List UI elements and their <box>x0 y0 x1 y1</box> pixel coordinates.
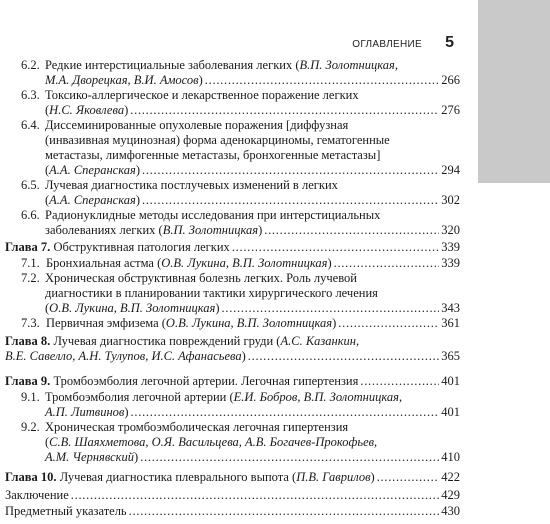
entry-number: 7.3. <box>21 316 40 330</box>
entry-title: Предметный указатель <box>5 504 127 518</box>
entry-authors: О.В. Лукина, В.П. Золотницкая <box>161 256 328 270</box>
entry-paren: ) <box>258 223 263 237</box>
dot-leader <box>130 102 439 118</box>
entry-page: 320 <box>441 223 460 237</box>
toc-entry-6-4-line3 <box>45 147 380 163</box>
dot-leader <box>232 239 439 255</box>
toc-chapter-10[interactable] <box>5 469 460 485</box>
entry-authors: А.М. Чернявский <box>45 450 135 464</box>
dot-leader <box>129 503 440 519</box>
entry-authors: М.А. Дворецкая, В.И. Амосов <box>45 73 199 87</box>
entry-paren: ) <box>215 301 220 315</box>
entry-page: 302 <box>441 193 460 207</box>
entry-page: 339 <box>441 240 460 254</box>
dot-leader <box>338 315 439 331</box>
dot-leader <box>142 192 439 208</box>
running-head-title: ОГЛАВЛЕНИЕ <box>352 39 422 50</box>
entry-title: Хроническая обструктивная болезнь легких. Роль лучевой <box>45 271 357 285</box>
entry-page: 365 <box>441 349 460 363</box>
chapter-label: Глава 8. <box>5 334 51 348</box>
toc-conclusion[interactable] <box>5 487 460 503</box>
entry-title: Редкие интерстициальные заболевания легких ( <box>45 58 300 72</box>
entry-number: 6.3. <box>21 88 40 102</box>
entry-page: 294 <box>441 163 460 177</box>
entry-title: Диссеминированные опухолевые поражения [диффузная <box>45 118 349 132</box>
entry-paren: ) <box>332 316 337 330</box>
entry-authors: С.В. Шаяхметова, О.Я. Васильцева, А.В. Богачев-Прокофьев, <box>49 435 378 449</box>
toc-entry-7-2[interactable] <box>21 270 460 286</box>
toc-entry-6-3-cont[interactable] <box>45 102 460 118</box>
entry-title-cont: (инвазивная муцинозная) форма аденокарциномы, гематогенные <box>45 133 390 147</box>
entry-title: Первичная эмфизема ( <box>46 316 166 330</box>
toc-entry-6-6-cont[interactable] <box>45 222 460 238</box>
entry-number: 6.5. <box>21 178 40 192</box>
entry-number: 9.2. <box>21 420 40 434</box>
entry-page: 410 <box>441 450 460 464</box>
entry-number: 6.2. <box>21 58 40 72</box>
entry-number: 9.1. <box>21 390 40 404</box>
entry-title: Хроническая тромбоэмболическая легочная гипертензия <box>45 420 349 434</box>
dot-leader <box>334 255 440 271</box>
entry-page: 276 <box>441 103 460 117</box>
toc-entry-7-1[interactable] <box>21 255 460 271</box>
entry-paren: ( <box>45 435 50 449</box>
entry-title: Радионуклидные методы исследования при интерстициальных <box>45 208 381 222</box>
entry-title-cont: метастазы, лимфогенные метастазы, бронхогенные метастазы] <box>45 148 381 162</box>
entry-page: 401 <box>441 405 460 419</box>
entry-paren: ) <box>124 103 129 117</box>
dot-leader <box>140 449 439 465</box>
entry-paren: ) <box>124 405 129 419</box>
entry-paren: ) <box>134 450 139 464</box>
page-number: 5 <box>445 34 454 51</box>
entry-number: 6.6. <box>21 208 40 222</box>
entry-page: 266 <box>441 73 460 87</box>
entry-title-cont: диагностики в планировании тактики хирургического лечения <box>45 286 378 300</box>
entry-title: Тромбоэмболия легочной артерии ( <box>45 390 234 404</box>
side-tab <box>478 0 550 183</box>
entry-paren: ( <box>45 103 50 117</box>
dot-leader <box>142 162 439 178</box>
toc-entry-6-4-cont[interactable] <box>45 162 460 178</box>
toc-chapter-8-cont[interactable] <box>5 348 460 364</box>
toc-entry-6-4-line2 <box>45 132 390 148</box>
toc-entry-9-2[interactable] <box>21 419 460 435</box>
dot-leader <box>360 373 439 389</box>
entry-authors: В.П. Золотницкая <box>162 223 259 237</box>
entry-page: 361 <box>441 316 460 330</box>
chapter-authors: В.Е. Савелло, А.Н. Тулупов, И.С. Афанасьева <box>5 349 242 363</box>
entry-paren: ) <box>135 163 140 177</box>
running-head <box>0 34 456 53</box>
entry-authors: А.П. Литвинов <box>45 405 125 419</box>
toc-entry-6-2-cont[interactable] <box>45 72 460 88</box>
entry-page: 401 <box>441 374 460 388</box>
entry-page: 343 <box>441 301 460 315</box>
entry-number: 7.2. <box>21 271 40 285</box>
chapter-title: Лучевая диагностика плеврального выпота ( <box>59 470 297 484</box>
dot-leader <box>248 348 439 364</box>
chapter-title: Обструктивная патология легких <box>53 240 230 254</box>
toc-chapter-9[interactable] <box>5 373 460 389</box>
chapter-label: Глава 9. <box>5 374 51 388</box>
entry-authors: О.В. Лукина, В.П. Золотницкая <box>49 301 216 315</box>
entry-paren: ( <box>45 193 50 207</box>
entry-number: 6.4. <box>21 118 40 132</box>
toc-subject-index[interactable] <box>5 503 460 519</box>
toc-entry-7-2-cont[interactable] <box>45 300 460 316</box>
toc-entry-9-2-cont[interactable] <box>45 449 460 465</box>
entry-title: Лучевая диагностика постлучевых изменений в легких <box>45 178 338 192</box>
dot-leader <box>131 404 440 420</box>
dot-leader <box>205 72 439 88</box>
entry-page: 422 <box>441 470 460 484</box>
dot-leader <box>71 487 440 503</box>
toc-entry-6-3[interactable] <box>21 87 460 103</box>
dot-leader <box>222 300 440 316</box>
chapter-authors: П.В. Гаврилов <box>296 470 371 484</box>
entry-page: 339 <box>441 256 460 270</box>
entry-title: Заключение <box>5 488 69 502</box>
entry-title: Токсико-аллергическое и лекарственное поражение легких <box>45 88 359 102</box>
toc-entry-6-5[interactable] <box>21 177 460 193</box>
toc-entry-7-2-line2 <box>45 285 378 301</box>
chapter-label: Глава 7. <box>5 240 51 254</box>
toc-entry-6-5-cont[interactable] <box>45 192 460 208</box>
entry-authors: А.А. Сперанская <box>49 163 136 177</box>
entry-authors: Е.И. Бобров, В.П. Золотницкая, <box>233 390 403 404</box>
toc-entry-6-6[interactable] <box>21 207 460 223</box>
toc-entry-9-2-line2 <box>45 434 377 450</box>
chapter-title: Тромбоэмболия легочной артерии. Легочная гипертензия <box>53 374 359 388</box>
toc-chapter-8[interactable] <box>5 333 460 349</box>
entry-number: 7.1. <box>21 256 40 270</box>
chapter-label: Глава 10. <box>5 470 57 484</box>
toc-entry-9-1-cont[interactable] <box>45 404 460 420</box>
toc-entry-6-2[interactable] <box>21 57 460 73</box>
entry-paren: ( <box>45 163 50 177</box>
dot-leader <box>377 469 440 485</box>
entry-paren: ) <box>241 349 246 363</box>
entry-authors: В.П. Золотницкая, <box>299 58 398 72</box>
entry-page: 430 <box>441 504 460 518</box>
entry-paren: ) <box>135 193 140 207</box>
dot-leader <box>264 222 439 238</box>
entry-authors: А.А. Сперанская <box>49 193 136 207</box>
entry-authors: Н.С. Яковлева <box>49 103 125 117</box>
toc-entry-7-3[interactable] <box>21 315 460 331</box>
entry-paren: ( <box>45 301 50 315</box>
toc-entry-9-1[interactable] <box>21 389 460 405</box>
chapter-authors: А.С. Казанкин, <box>280 334 360 348</box>
entry-title: Бронхиальная астма ( <box>46 256 162 270</box>
toc-entry-6-4[interactable] <box>21 117 460 133</box>
entry-paren: ) <box>370 470 375 484</box>
entry-title-cont: заболеваниях легких ( <box>45 223 163 237</box>
entry-page: 429 <box>441 488 460 502</box>
entry-paren: ) <box>327 256 332 270</box>
toc-chapter-7[interactable] <box>5 239 460 255</box>
entry-authors: О.В. Лукина, В.П. Золотницкая <box>165 316 333 330</box>
entry-paren: ) <box>198 73 203 87</box>
chapter-title: Лучевая диагностика повреждений груди ( <box>53 334 281 348</box>
